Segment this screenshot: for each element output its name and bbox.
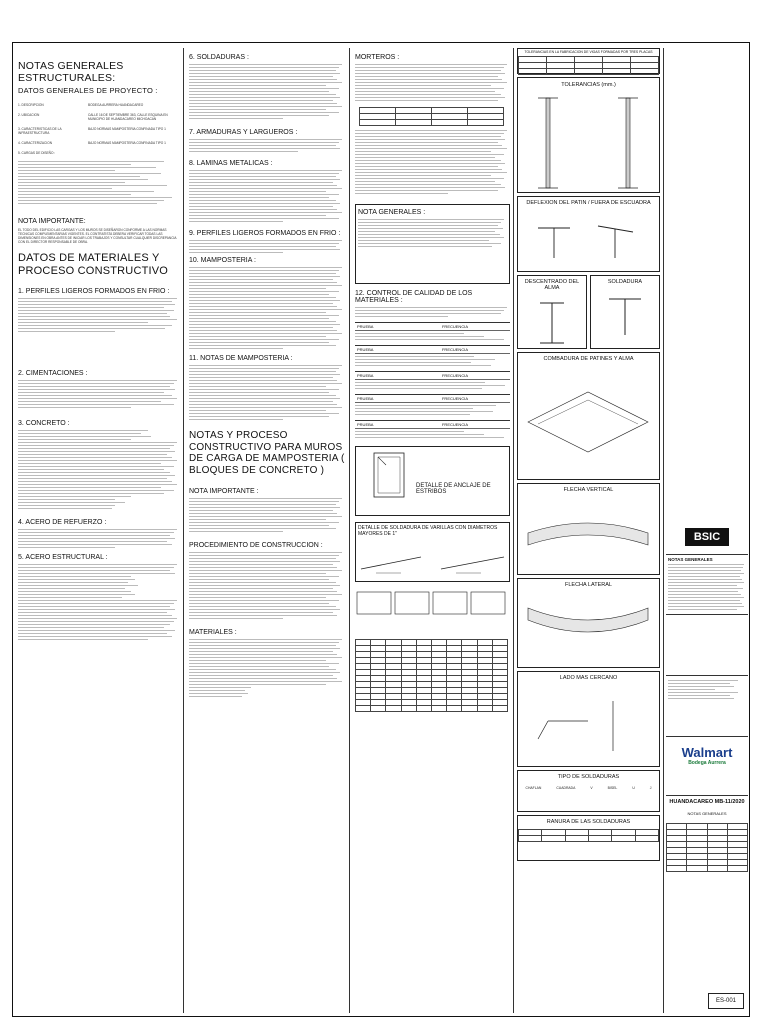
mortar-heading: MORTEROS : [355, 54, 400, 61]
test-lines [355, 431, 510, 438]
masonry-note-heading: NOTA IMPORTANTE : [189, 488, 259, 495]
frequency-column-label: FRECUENCIA [441, 422, 468, 427]
frequency-column-label: FRECUENCIA [441, 373, 468, 378]
weld-types-box [517, 770, 660, 812]
section-7-heading: 7. ARMADURAS Y LARGUEROS : [189, 129, 298, 136]
project-data-row [18, 103, 180, 107]
section-6-text [189, 64, 345, 119]
materials-title: DATOS DE MATERIALES Y PROCESO CONSTRUCTIVO [18, 252, 169, 278]
column-divider [183, 48, 184, 1013]
masonry-title: NOTAS Y PROCESO CONSTRUCTIVO PARA MUROS DE CARGA DE MAMPOSTERIA ( BLOQUES DE CONCRETO ) [189, 430, 345, 476]
weld-types-list [518, 786, 659, 790]
mortar-table [359, 107, 504, 126]
project-data-row [18, 141, 180, 145]
project-data-list [18, 103, 180, 155]
walmart-logo: Walmart [681, 745, 733, 760]
weld-type-label: V [590, 786, 593, 790]
weld-sketches [355, 588, 508, 628]
title-block [666, 48, 748, 1013]
weld-drawing [591, 285, 659, 345]
weld-type-label: CHAFLAN [525, 786, 542, 790]
section-5-text [18, 564, 180, 640]
title-block-notes-text [668, 564, 746, 610]
deflection-title: DEFLEXION DEL PATIN / FUERA DE ESCUADRA [526, 200, 651, 206]
weld-sketch-row [355, 588, 510, 633]
project-data-row [18, 151, 180, 155]
section-8-text [189, 170, 345, 222]
project-data-key: 4. CARACTERIZACION [18, 141, 53, 145]
project-name-block [666, 795, 748, 819]
weld-type-label: J [649, 786, 652, 790]
vertical-deflection-box [517, 483, 660, 575]
important-note-text: EL TODO DEL EDIFICIO LAS CARGAS Y LOS MUROS SE DISEÑARON CONFORME A LAS NORMAS TECNICAS COMPLEMENTARIAS VIGENTES. EL CONTRATISTA DEBERA VERIFICAR TODAS LAS DIMENSIONES EN OBRA ANTES DE INICIAR LOS TRABAJOS Y CONSULTAR CUALQUIER DISCREPANCIA CON EL DIRECTOR RESPONSABLE DE OBRA. [18, 228, 177, 245]
vertical-deflection-drawing [518, 493, 659, 573]
procedure-text [189, 552, 345, 619]
deflection-drawing [518, 206, 659, 266]
web-offset-title: DESCENTRADO DEL ALMA [524, 279, 580, 291]
frequency-column-label: FRECUENCIA [441, 347, 468, 352]
bar-weld-detail [355, 522, 510, 582]
quality-control-text [355, 307, 510, 317]
frequency-column-label: FRECUENCIA [441, 324, 468, 329]
near-side-drawing [518, 681, 659, 765]
mortar-notes [355, 130, 510, 194]
quality-test-block [355, 345, 510, 366]
general-notes-heading: NOTA GENERALES : [358, 209, 426, 216]
section-7-text [189, 139, 345, 152]
tolerance-table-title: TOLERANCIAS EN LA FABRICACION DE VIGAS FORMADAS POR TRES PLACAS [524, 50, 653, 54]
quality-test-block [355, 322, 510, 340]
weld-types-title: TIPO DE SOLDADURAS [557, 774, 620, 780]
column-general-notes [18, 48, 180, 642]
camber-box [517, 352, 660, 480]
project-data-value: BAJO NORMAS MAMPOSTERIA CONFINADA TIPO 1 [88, 141, 166, 145]
section-9-text [189, 240, 345, 253]
column-notes-3 [355, 48, 510, 712]
weld-title: SOLDADURA [607, 279, 643, 285]
stirrup-anchor-detail [355, 446, 510, 516]
title-block-notes-title: NOTAS GENERALES [668, 557, 713, 562]
stirrup-anchor-label: DETALLE DE ANCLAJE DE ESTRIBOS [416, 483, 491, 495]
title-block-table [666, 823, 748, 872]
test-lines [355, 333, 510, 340]
bar-weld-drawing [356, 539, 509, 587]
section-1-heading: 1. PERFILES LIGEROS FORMADOS EN FRIO : [18, 288, 170, 296]
tolerances-title: TOLERANCIAS (mm.) [561, 82, 616, 88]
column-divider [513, 48, 514, 1013]
section-4-text [18, 529, 180, 548]
test-lines [355, 356, 510, 366]
test-column-label: PRUEBA [357, 324, 374, 329]
project-data-key: 3. CARACTERISTICAS DE LA INFRAESTRUCTURA [18, 127, 62, 135]
quality-test-block [355, 371, 510, 389]
project-data-value: BAJO NORMAS MAMPOSTERIA CONFINADA TIPO 1 [88, 127, 166, 131]
web-offset-box [517, 275, 587, 349]
test-column-label: PRUEBA [357, 422, 374, 427]
project-data-value: BODEGA AURRERA HUANDACAREO [88, 103, 144, 107]
column-notes-2 [189, 48, 345, 699]
project-data-key: 5. CARGAS DE DISEÑO : [18, 151, 56, 155]
tolerances-drawing [518, 88, 659, 193]
project-data-key: 2. UBICACION [18, 113, 40, 117]
general-notes-title: NOTAS GENERALES ESTRUCTURALES: [18, 60, 124, 84]
section-2-text [18, 380, 180, 408]
section-3-heading: 3. CONCRETO : [18, 420, 70, 428]
bodega-logo: Bodega Aurrera [688, 760, 726, 766]
deflection-box [517, 196, 660, 272]
column-divider [349, 48, 350, 1013]
bsic-logo: BSIC [685, 528, 729, 546]
test-column-label: PRUEBA [357, 396, 374, 401]
camber-drawing [518, 362, 659, 472]
tolerances-box [517, 77, 660, 193]
test-column-label: PRUEBA [357, 373, 374, 378]
quality-test-block [355, 420, 510, 438]
near-side-title: LADO MAS CERCANO [559, 675, 618, 681]
important-note-heading: NOTA IMPORTANTE: [18, 218, 86, 225]
web-weld-row [517, 275, 660, 349]
section-10-text [189, 267, 345, 349]
weld-groove-title: RANURA DE LAS SOLDADURAS [546, 819, 631, 825]
project-data-value: CALLE 16 DE SEPTIEMBRE 363, CALLE ESQUINA EN MUNICIPIO DE HUANDACAREO MICHOACAN [88, 113, 168, 121]
weld-box [590, 275, 660, 349]
tolerance-header-table [517, 48, 660, 74]
column-details [517, 48, 660, 861]
title-block-revisions [666, 675, 748, 736]
weld-groove-table [518, 829, 659, 842]
column-divider [663, 48, 664, 1013]
brand-block [666, 736, 748, 795]
quality-test-blocks [355, 322, 510, 438]
load-table-lines [18, 161, 180, 204]
revision-lines [666, 676, 748, 703]
masonry-note-text [189, 498, 345, 532]
project-data-row [18, 113, 180, 121]
general-notes-text [358, 219, 507, 247]
camber-title: COMBADURA DE PATINES Y ALMA [543, 356, 634, 362]
materials-heading: MATERIALES : [189, 629, 237, 636]
lateral-deflection-title: FLECHA LATERAL [565, 582, 612, 588]
tolerance-table [518, 56, 659, 75]
section-6-heading: 6. SOLDADURAS : [189, 54, 249, 61]
section-10-heading: 10. MAMPOSTERIA : [189, 257, 256, 264]
section-3-text [18, 430, 180, 509]
title-block-empty [666, 614, 748, 675]
section-11-text [189, 365, 345, 420]
stirrup-anchor-drawing [356, 447, 509, 515]
bar-table [355, 639, 508, 712]
quality-control-heading: 12. CONTROL DE CALIDAD DE LOS MATERIALES : [355, 290, 473, 304]
sheet-number: ES-001 [708, 993, 744, 1009]
title-block-blank [666, 48, 748, 528]
section-8-heading: 8. LAMINAS METALICAS : [189, 160, 273, 167]
test-lines [355, 405, 510, 415]
test-column-label: PRUEBA [357, 347, 374, 352]
web-offset-drawing [518, 291, 586, 351]
section-2-heading: 2. CIMENTACIONES : [18, 370, 88, 378]
project-name: HUANDACAREO MB-11/2020 [669, 799, 745, 805]
section-1-text [18, 298, 180, 332]
frequency-column-label: FRECUENCIA [441, 396, 468, 401]
sheet-title: NOTAS GENERALES [687, 811, 727, 816]
section-5-heading: 5. ACERO ESTRUCTURAL : [18, 554, 108, 562]
near-side-box [517, 671, 660, 767]
procedure-heading: PROCEDIMIENTO DE CONSTRUCCION : [189, 542, 323, 549]
lateral-deflection-drawing [518, 588, 659, 666]
section-4-heading: 4. ACERO DE REFUERZO : [18, 519, 107, 527]
weld-type-label: U [632, 786, 635, 790]
weld-type-label: BISEL [607, 786, 618, 790]
section-9-heading: 9. PERFILES LIGEROS FORMADOS EN FRIO : [189, 230, 341, 237]
title-block-notes [666, 554, 748, 614]
mortar-text [355, 64, 510, 101]
project-data-row [18, 127, 180, 135]
quality-test-block [355, 394, 510, 415]
weld-type-label: CUADRADA [556, 786, 576, 790]
project-data-subtitle: DATOS GENERALES DE PROYECTO : [18, 86, 158, 95]
bar-weld-title: DETALLE DE SOLDADURA DE VARILLAS CON DIAMETROS MAYORES DE 1" [358, 525, 498, 537]
vertical-deflection-title: FLECHA VERTICAL [563, 487, 614, 493]
general-notes-box [355, 204, 510, 284]
project-data-key: 1. DESCRIPCION [18, 103, 44, 107]
test-lines [355, 382, 510, 389]
lateral-deflection-box [517, 578, 660, 668]
materials-text [189, 639, 345, 697]
weld-groove-box [517, 815, 660, 861]
section-11-heading: 11. NOTAS DE MAMPOSTERIA : [189, 355, 293, 362]
